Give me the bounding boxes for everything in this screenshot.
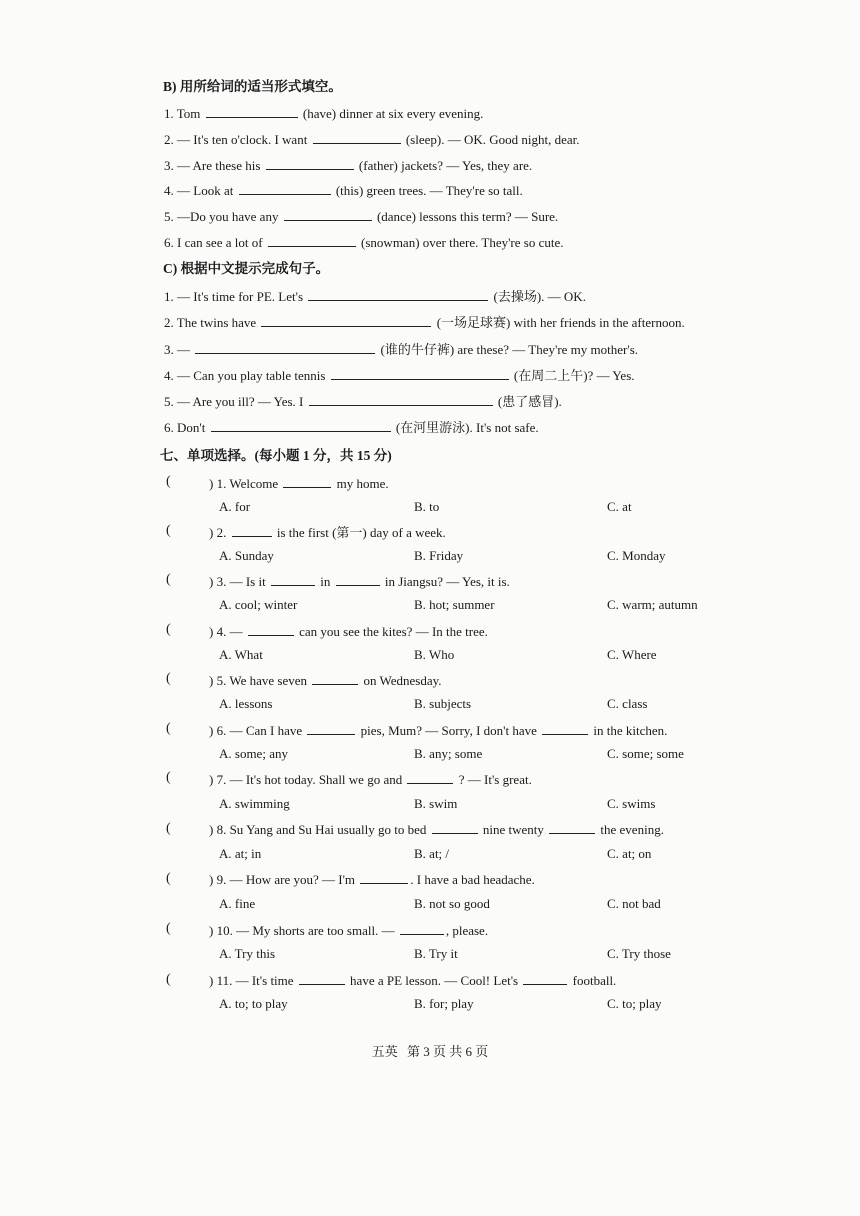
answer-blank[interactable] — [195, 341, 375, 354]
c-item-1: 1. — It's time for PE. Let's (去操场). — OK. — [164, 289, 586, 304]
option-a[interactable]: A. to; to play — [219, 996, 288, 1011]
option-a[interactable]: A. fine — [219, 896, 256, 911]
option-c[interactable]: C. Try those — [607, 946, 671, 961]
option-a[interactable]: A. some; any — [219, 746, 288, 761]
question-10: ) 10. — My shorts are too small. — , please. — [209, 923, 489, 938]
question-blank — [400, 922, 444, 935]
option-c[interactable]: C. to; play — [607, 996, 662, 1011]
page-footer — [0, 1041, 860, 1060]
question-blank — [407, 771, 453, 784]
c-item-6: 6. Don't (在河里游泳). It's not safe. — [164, 420, 539, 435]
question-blank — [336, 573, 380, 586]
option-b[interactable]: B. at; / — [414, 846, 450, 861]
option-a[interactable]: A. swimming — [219, 796, 290, 811]
option-a[interactable]: A. lessons — [219, 696, 273, 711]
answer-blank[interactable] — [308, 288, 488, 301]
question-8: ) 8. Su Yang and Su Hai usually go to bed nine twenty the evening. — [209, 822, 664, 837]
question-5: ) 5. We have seven on Wednesday. — [209, 673, 442, 688]
option-c[interactable]: C. Where — [607, 647, 657, 662]
option-a[interactable]: A. at; in — [219, 846, 262, 861]
c-item-2: 2. The twins have (一场足球赛) with her friends in the afternoon. — [164, 315, 685, 330]
section-c-heading: C) 根据中文提示完成句子。 — [163, 261, 330, 276]
answer-blank[interactable] — [211, 419, 391, 432]
answer-blank[interactable] — [284, 208, 372, 221]
option-b[interactable]: B. any; some — [414, 746, 483, 761]
b-item-2: 2. — It's ten o'clock. I want (sleep). — OK. Good night, dear. — [164, 132, 580, 147]
option-b[interactable]: B. for; play — [414, 996, 474, 1011]
question-3: ) 3. — Is it in in Jiangsu? — Yes, it is. — [209, 574, 510, 589]
question-6: ) 6. — Can I have pies, Mum? — Sorry, I don't have in the kitchen. — [209, 723, 668, 738]
answer-blank[interactable] — [268, 234, 356, 247]
answer-blank[interactable] — [266, 157, 354, 170]
answer-paren[interactable]: ( — [166, 671, 171, 686]
answer-blank[interactable] — [309, 393, 493, 406]
answer-blank[interactable] — [313, 131, 401, 144]
answer-blank[interactable] — [331, 367, 509, 380]
option-c[interactable]: C. Monday — [607, 548, 666, 563]
section-seven-heading: 七、单项选择。(每小题 1 分，共 15 分) — [160, 448, 392, 463]
answer-paren[interactable]: ( — [166, 871, 171, 886]
answer-paren[interactable]: ( — [166, 921, 171, 936]
answer-paren[interactable]: ( — [166, 721, 171, 736]
answer-blank[interactable] — [206, 105, 298, 118]
question-blank — [312, 672, 358, 685]
question-4: ) 4. — can you see the kites? — In the tree. — [209, 624, 488, 639]
c-item-4: 4. — Can you play table tennis (在周二上午)? — Yes. — [164, 368, 635, 383]
footer-subject: 五英 — [371, 1044, 398, 1059]
question-blank — [232, 524, 272, 537]
question-blank — [248, 623, 294, 636]
option-b[interactable]: B. not so good — [414, 896, 490, 911]
option-a[interactable]: A. cool; winter — [219, 597, 298, 612]
option-a[interactable]: A. What — [219, 647, 263, 662]
answer-paren[interactable]: ( — [166, 572, 171, 587]
b-item-1: 1. Tom (have) dinner at six every evening. — [164, 106, 484, 121]
option-c[interactable]: C. class — [607, 696, 648, 711]
answer-blank[interactable] — [261, 314, 431, 327]
b-item-5: 5. —Do you have any (dance) lessons this term? — Sure. — [164, 209, 559, 224]
answer-paren[interactable]: ( — [166, 474, 171, 489]
answer-paren[interactable]: ( — [166, 770, 171, 785]
footer-page-number: 第 3 页 共 6 页 — [407, 1044, 489, 1059]
question-blank — [542, 722, 588, 735]
b-item-6: 6. I can see a lot of (snowman) over there. They're so cute. — [164, 235, 564, 250]
question-blank — [299, 972, 345, 985]
option-b[interactable]: B. hot; summer — [414, 597, 495, 612]
option-a[interactable]: A. Try this — [219, 946, 275, 961]
option-b[interactable]: B. subjects — [414, 696, 472, 711]
option-c[interactable]: C. at — [607, 499, 632, 514]
b-item-4: 4. — Look at (this) green trees. — They're so tall. — [164, 183, 523, 198]
question-blank — [523, 972, 567, 985]
option-b[interactable]: B. Who — [414, 647, 455, 662]
c-item-5: 5. — Are you ill? — Yes. I (患了感冒). — [164, 394, 562, 409]
question-7: ) 7. — It's hot today. Shall we go and ? — It's great. — [209, 772, 532, 787]
answer-paren[interactable]: ( — [166, 821, 171, 836]
option-b[interactable]: B. Friday — [414, 548, 464, 563]
question-blank — [271, 573, 315, 586]
option-a[interactable]: A. for — [219, 499, 251, 514]
question-1: ) 1. Welcome my home. — [209, 476, 389, 491]
question-blank — [307, 722, 355, 735]
option-c[interactable]: C. some; some — [607, 746, 684, 761]
b-item-3: 3. — Are these his (father) jackets? — Yes, they are. — [164, 158, 533, 173]
option-c[interactable]: C. at; on — [607, 846, 652, 861]
question-9: ) 9. — How are you? — I'm . I have a bad headache. — [209, 872, 535, 887]
question-2: ) 2. is the first (第一) day of a week. — [209, 525, 446, 540]
option-a[interactable]: A. Sunday — [219, 548, 274, 563]
c-item-3: 3. — (谁的牛仔裤) are these? — They're my mother's. — [164, 342, 639, 357]
question-blank — [549, 821, 595, 834]
answer-blank[interactable] — [239, 182, 331, 195]
question-blank — [283, 475, 331, 488]
question-11: ) 11. — It's time have a PE lesson. — Cool! Let's football. — [209, 973, 617, 988]
option-c[interactable]: C. not bad — [607, 896, 661, 911]
option-c[interactable]: C. swims — [607, 796, 656, 811]
option-b[interactable]: B. swim — [414, 796, 458, 811]
answer-paren[interactable]: ( — [166, 523, 171, 538]
question-blank — [432, 821, 478, 834]
section-b-heading: B) 用所给词的适当形式填空。 — [163, 79, 342, 94]
question-blank — [360, 871, 408, 884]
option-b[interactable]: B. to — [414, 499, 440, 514]
answer-paren[interactable]: ( — [166, 972, 171, 987]
option-b[interactable]: B. Try it — [414, 946, 458, 961]
answer-paren[interactable]: ( — [166, 622, 171, 637]
option-c[interactable]: C. warm; autumn — [607, 597, 698, 612]
